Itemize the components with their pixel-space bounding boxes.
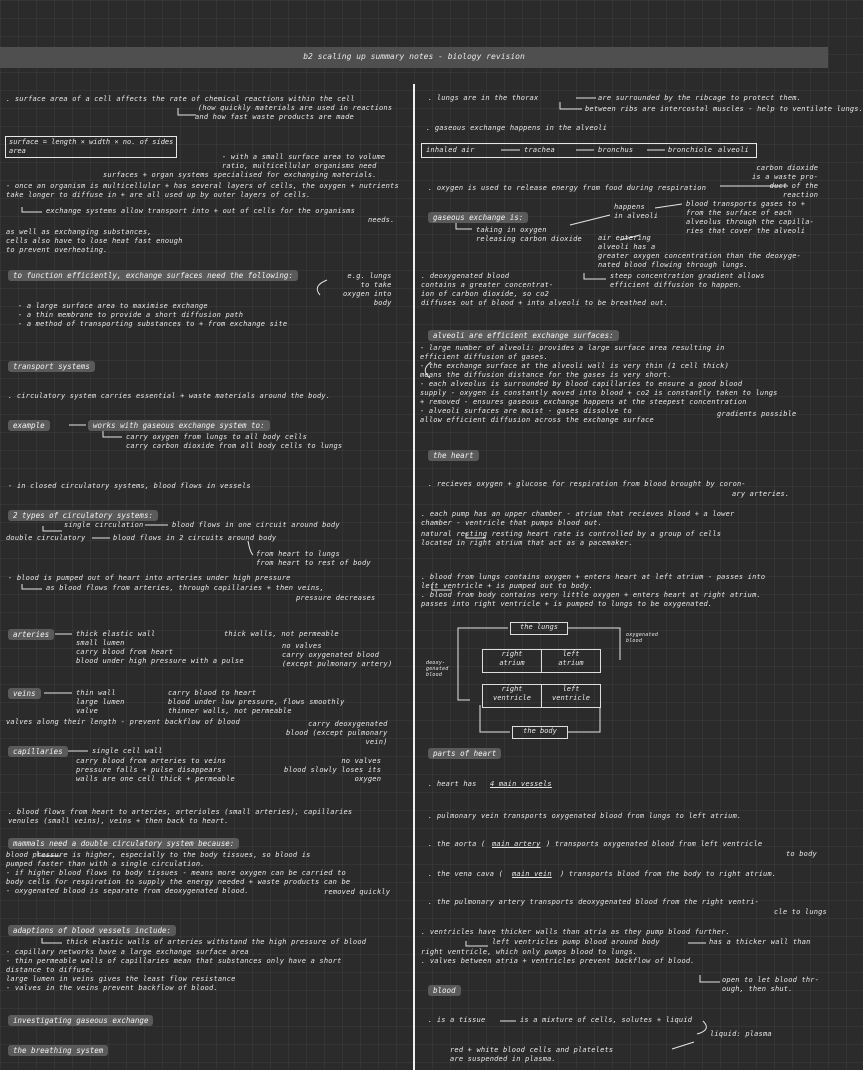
text-line: as blood flows from arteries, through capillaries + then veins, [46, 584, 325, 592]
text-line: - with a small surface area to volume ratio, multicellular organisms need [222, 153, 386, 170]
text-line: exchange systems allow transport into + out of cells for the organisms [46, 207, 356, 215]
text-line: double circulatory [6, 534, 86, 542]
text-line: . is a tissue [428, 1016, 486, 1024]
flow-step: bronchus [598, 146, 634, 154]
text-line: single circulation [64, 521, 144, 529]
text-line: . lungs are in the thorax [428, 94, 539, 102]
flow-step: inhaled air [426, 146, 475, 154]
section-heading: blood [428, 985, 461, 996]
text-line: . surface area of a cell affects the rate of chemical reactions within the cell [6, 95, 355, 103]
text-line: . heart has [428, 780, 477, 788]
flow-step: alveoli [718, 146, 749, 154]
section-heading: transport systems [8, 361, 95, 372]
diagram-left-atrium: left atrium [541, 649, 601, 673]
text-line: ) transports blood from the body to right atrium. [560, 870, 777, 878]
text-line: from heart to lungs from heart to rest of body [256, 550, 371, 567]
arrow-icon [103, 431, 122, 437]
text-list: . each pump has an upper chamber - atrium that recieves blood + a lower chamber - ventricle that pumps blood out. [421, 510, 735, 527]
arrow-icon [43, 526, 62, 531]
section-heading: capillaries [8, 746, 68, 757]
arrow-icon [22, 207, 42, 212]
diagram-label: deoxy- genated blood [426, 660, 449, 678]
arrow-icon [655, 204, 682, 208]
text-line: gradients possible [717, 410, 797, 418]
text-list: . blood from lungs contains oxygen + enters heart at left atrium - passes into left ventricle + is pumped out to body. . blood from body contains very little oxygen + enters heart at right atrium. passes into right ventricle + is pumped to lungs to be oxygenated. [421, 573, 766, 608]
formula-box: surface = length × width × no. of sides area [5, 136, 177, 158]
text-list: . deoxygenated blood contains a greater concentrat- ion of carbon dioxide, so co2 diffuses out of blood + into alveoli to be breathed out. [421, 272, 669, 307]
text-line: between ribs are intercostal muscles - help to ventilate lungs. [585, 105, 863, 113]
section-heading: adaptions of blood vessels include: [8, 925, 176, 936]
text-line: blood flows in 2 circuits around body [113, 534, 277, 542]
section-heading: parts of heart [428, 748, 501, 759]
diagram-right-ventricle: right ventricle [482, 684, 542, 708]
arrow-icon [480, 705, 510, 732]
arrow-icon [697, 1021, 706, 1034]
section-heading: veins [8, 688, 41, 699]
text-line: left ventricles pump blood around body [492, 938, 660, 946]
section-heading: works with gaseous exchange system to: [88, 420, 270, 431]
diagram-left-ventricle: left ventricle [541, 684, 601, 708]
section-heading: mammals need a double circulatory system because: [8, 838, 239, 849]
diagram-right-atrium: right atrium [482, 649, 542, 673]
text-line: needs. [368, 216, 395, 224]
flow-step: trachea [524, 146, 555, 154]
diagram-lungs: the lungs [510, 622, 568, 635]
arrow-icon [560, 102, 582, 109]
section-heading: gaseous exchange is: [428, 212, 528, 223]
text-line: blood flows in one circuit around body [172, 521, 340, 529]
text-line: thick walls, not permeable [224, 630, 339, 638]
text-line: . circulatory system carries essential + waste materials around the body. [8, 392, 331, 400]
page-title: b2 scaling up summary notes - biology revision [303, 52, 525, 61]
text-list: right ventricle, which only pumps blood to lungs. . valves between atria + ventricles prevent backflow of blood. [421, 948, 695, 965]
text-line: as well as exchanging substances, cells also have to lose heat fast enough to prevent overheating. [6, 228, 183, 254]
arrow-icon [700, 975, 720, 982]
arrow-icon [466, 941, 488, 946]
text-line: single cell wall [92, 747, 163, 755]
text-list: thick elastic wall small lumen carry blood from heart blood under high pressure with a pulse [76, 630, 244, 665]
text-list: red + white blood cells and platelets are suspended in plasma. [450, 1046, 614, 1063]
text-line: ary arteries. [732, 490, 790, 498]
text-line: surfaces + organ systems specialised for exchanging materials. [103, 171, 377, 179]
text-list: taking in oxygen releasing carbon dioxide [476, 226, 582, 243]
diagram-label: oxygenated blood [626, 632, 659, 644]
flow-step: bronchiole [668, 146, 713, 154]
diagram-body: the body [512, 726, 568, 739]
text-line: has a thicker wall than [709, 938, 811, 946]
arrow-icon [42, 938, 62, 943]
text-line: 4 main vessels [490, 780, 552, 788]
text-line: - blood is pumped out of heart into arteries under high pressure [8, 574, 291, 582]
text-line: (how quickly materials are used in reactions [198, 104, 393, 112]
text-list: carbon dioxide is a waste pro- duct of the reaction [752, 164, 819, 199]
text-line: main vein [512, 870, 552, 878]
text-list: carry deoxygenated blood (except pulmonary vein) [286, 720, 388, 746]
text-line: cle to lungs [774, 908, 827, 916]
text-line: . recieves oxygen + glucose for respiration from blood brought by coron- [428, 480, 746, 488]
section-heading: alveoli are efficient exchange surfaces: [428, 330, 619, 341]
text-line: . ventricles have thicker walls than atria as they pump blood further. [421, 928, 731, 936]
text-list: - a large surface area to maximise exchange - a thin membrane to provide a short diffusion path - a method of transporting substances to + from exchange site [18, 302, 288, 328]
text-list: no valves blood slowly loses its oxygen [284, 757, 382, 783]
text-line: removed quickly [324, 888, 391, 896]
text-line: . gaseous exchange happens in the alveoli [426, 124, 607, 132]
text-list: carry blood from arteries to veins pressure falls + pulse disappears walls are one cell thick + permeable [76, 757, 235, 783]
text-line: valves along their length - prevent backflow of blood [6, 718, 240, 726]
arrow-icon [317, 280, 327, 295]
section-heading: example [8, 420, 50, 431]
arrow-icon [22, 584, 42, 589]
arrow-icon [570, 215, 610, 225]
text-list: air entering alveoli has a greater oxygen concentration than the deoxyge- nated blood flowing through lungs. [598, 234, 802, 269]
text-list: - large number of alveoli: provides a large surface area resulting in efficient diffusion of gases. - the exchange surface at the alveoli wall is very thin (1 cell thick) means the diffusion distance for the gases is very short. - each alveolus is surrounded by blood capillaries to ensure a good blood supply - oxygen is constantly moved into blood + co2 is constantly taken to lungs + removed - ensures gaseous exchange happens at the steepest concentration - alveoli surfaces are moist - gases dissolve to allow efficient diffusion across the exchange surface [420, 344, 778, 424]
text-list: blood transports gases to + from the surface of each alveolus through the capilla- ries that cover the alveoli [686, 200, 815, 235]
text-line: e.g. lungs to take oxygen into body [343, 272, 392, 307]
text-line: . the aorta ( [428, 840, 486, 848]
text-line: pressure decreases [296, 594, 376, 602]
text-list: thin wall large lumen valve [76, 689, 125, 715]
arrow-icon [568, 708, 600, 732]
text-line: carry oxygen from lungs to all body cells carry carbon dioxide from all body cells to lungs [126, 433, 343, 450]
text-line: main artery [492, 840, 541, 848]
text-list: open to let blood thr- ough, then shut. [722, 976, 820, 993]
text-list: happens in alveoli [614, 203, 659, 220]
text-line: . oxygen is used to release energy from food during respiration [428, 184, 707, 192]
text-list: carry blood to heart blood under low pressure, flows smoothly thinner walls, not permeable [168, 689, 345, 715]
text-list: - capillary networks have a large exchange surface area - thin permeable walls of capillaries mean that substances only have a short distance to diffuse. large lumen in veins gives the least flow resistance - valves in the veins prevent backflow of blood. [6, 948, 342, 992]
text-line: . the pulmonary artery transports deoxygenated blood from the right ventri- [428, 898, 760, 906]
arrow-icon [456, 223, 472, 229]
text-list: blood pressure is higher, especially to the body tissues, so blood is pumped faster than with a single circulation. - if higher blood flows to body tissues - means more oxygen can be carried to body cells for respiration to supply the energy needed + waste products can be - oxygenated blood is separate from deoxygenated blood. [6, 851, 351, 895]
text-line: and how fast waste products are made [195, 113, 354, 121]
text-line: liquid: plasma [710, 1030, 772, 1038]
arrow-icon [248, 541, 253, 555]
text-line: - once an organism is multicellular + has several layers of cells, the oxygen + nutrients take longer to diffuse in + are all used up by outer layers of cells. [6, 182, 399, 199]
text-line: ) transports oxygenated blood from left ventricle [546, 840, 763, 848]
arrow-icon [672, 1042, 694, 1049]
text-line: . pulmonary vein transports oxygenated blood from lungs to left atrium. [428, 812, 742, 820]
text-list: no valves carry oxygenated blood (except pulmonary artery) [282, 642, 393, 668]
section-heading: to function efficiently, exchange surfaces need the following: [8, 270, 298, 281]
text-line: to body [786, 850, 817, 858]
text-list: steep concentration gradient allows efficient diffusion to happen. [610, 272, 765, 289]
text-line: . the vena cava ( [428, 870, 504, 878]
text-line: is a mixture of cells, solutes + liquid [520, 1016, 693, 1024]
text-line: - in closed circulatory systems, blood flows in vessels [8, 482, 251, 490]
text-line: are surrounded by the ribcage to protect them. [598, 94, 802, 102]
section-heading: the heart [428, 450, 479, 461]
section-heading: the breathing system [8, 1045, 108, 1056]
section-heading: 2 types of circulatory systems: [8, 510, 158, 521]
section-heading: investigating gaseous exchange [8, 1015, 153, 1026]
text-list: natural resting resting heart rate is controlled by a group of cells located in right atrium that act as a pacemaker. [421, 530, 722, 547]
arrow-icon [178, 108, 196, 115]
section-heading: arteries [8, 629, 54, 640]
text-line: . blood flows from heart to arteries, arterioles (small arteries), capillaries venules (small veins), veins + then back to heart. [8, 808, 353, 825]
text-line: thick elastic walls of arteries withstand the high pressure of blood [66, 938, 367, 946]
